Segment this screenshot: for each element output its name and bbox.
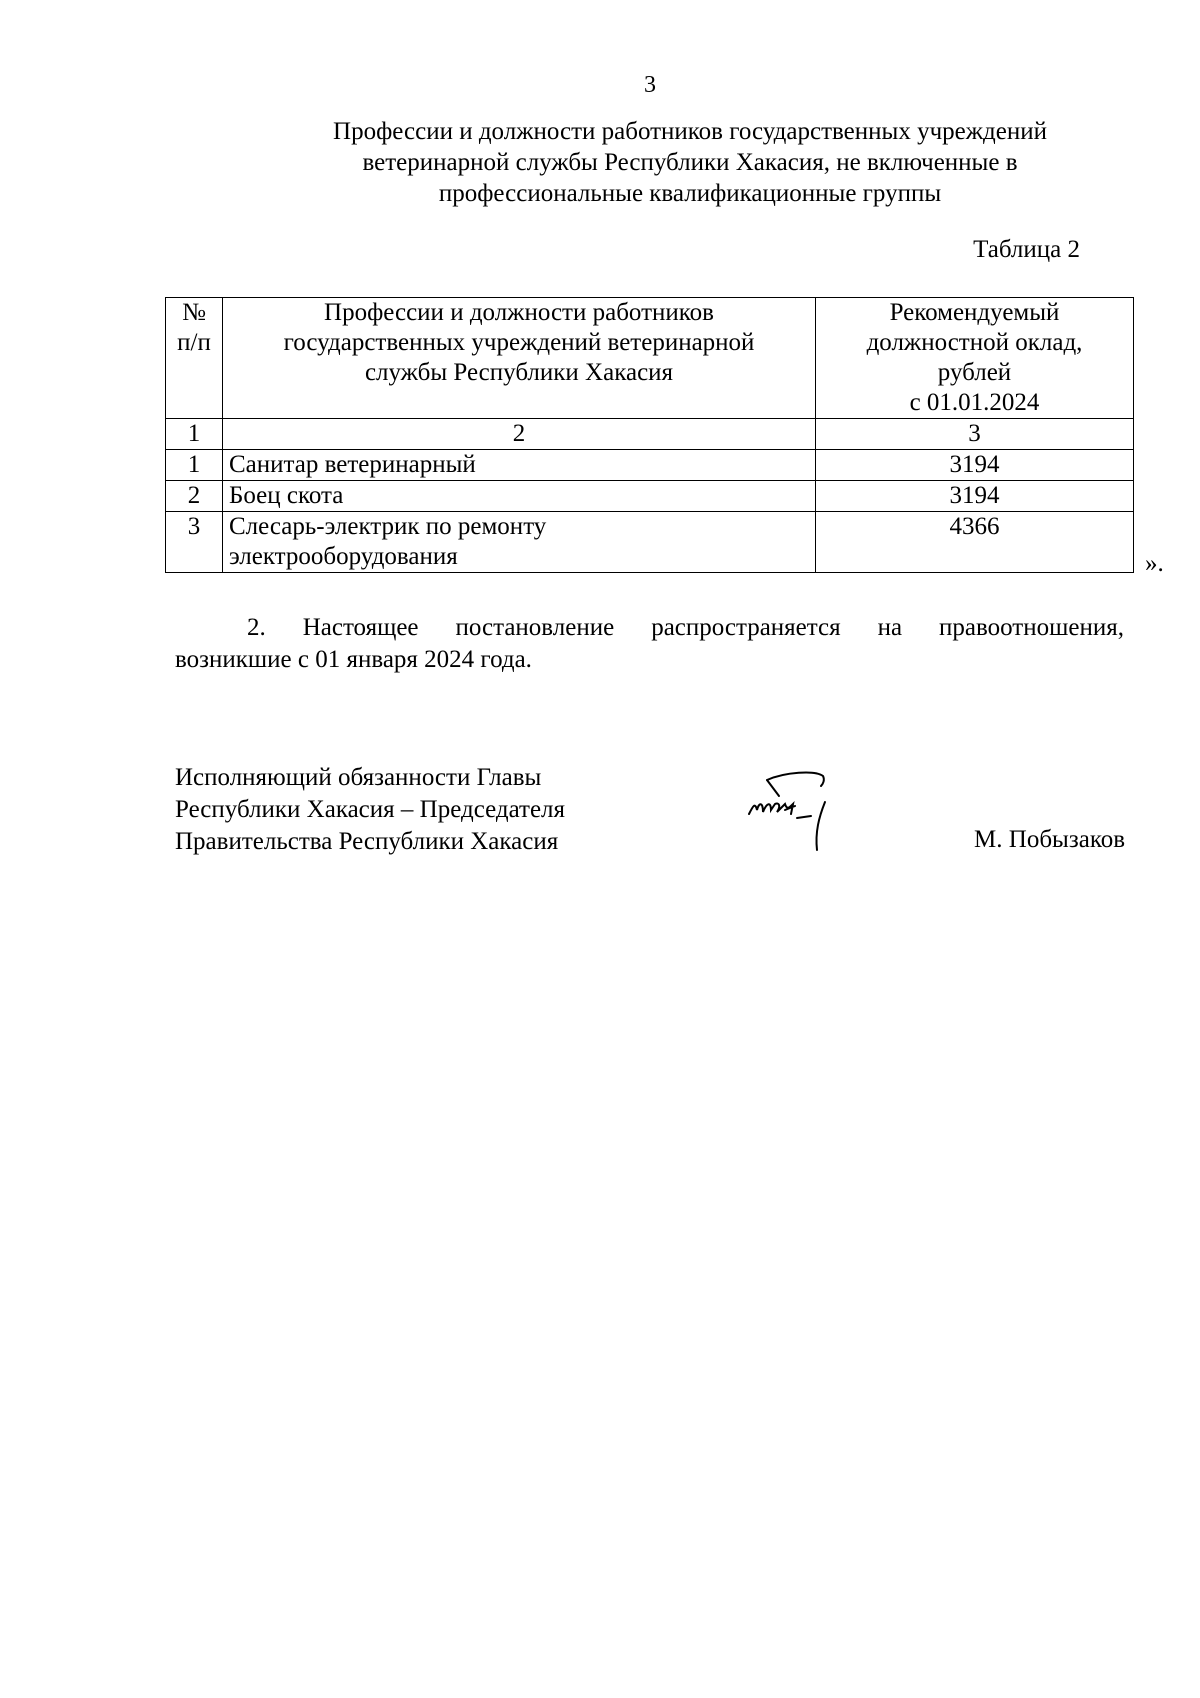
paragraph-word: постановление (455, 614, 615, 641)
paragraph-word: на (877, 614, 903, 641)
header-salary (816, 298, 1134, 419)
row-salary: 4366 (816, 512, 1134, 573)
header-salary-line: должностной оклад, (866, 329, 1083, 356)
row-name (223, 512, 816, 573)
signer-position-line: Республики Хакасия – Председателя (175, 796, 566, 823)
positions-table (165, 297, 1134, 573)
paragraph-word: Настоящее (302, 614, 419, 641)
paragraph-line-2: возникшие с 01 января 2024 года. (175, 646, 532, 673)
table-label: Таблица 2 (973, 236, 1080, 263)
header-name-line: службы Республики Хакасия (364, 359, 674, 386)
table-row (166, 481, 1134, 512)
row-name-line: Слесарь-электрик по ремонту (229, 513, 547, 540)
header-num (166, 298, 223, 419)
paragraph-2 (175, 612, 1124, 676)
closing-quote: ». (1145, 550, 1164, 577)
paragraph-word: правоотношения, (939, 614, 1124, 641)
row-name: Боец скота (223, 481, 816, 512)
header-name-line: Профессии и должности работников (324, 299, 714, 326)
table-row (166, 512, 1134, 573)
header-salary-line: с 01.01.2024 (909, 389, 1040, 416)
column-number: 1 (166, 419, 223, 450)
row-name: Санитар ветеринарный (223, 450, 816, 481)
header-salary-line: Рекомендуемый (889, 299, 1060, 326)
row-num: 1 (166, 450, 223, 481)
header-name-line: государственных учреждений ветеринарной (283, 329, 755, 356)
handwritten-signature (745, 762, 865, 882)
header-name (223, 298, 816, 419)
document-title (290, 116, 1090, 209)
row-num: 3 (166, 512, 223, 573)
column-number: 3 (816, 419, 1134, 450)
title-line: Профессии и должности работников государственных учреждений (333, 118, 1047, 145)
signer-position-line: Исполняющий обязанности Главы (175, 764, 542, 791)
column-number: 2 (223, 419, 816, 450)
page-number: 3 (644, 72, 656, 98)
header-salary-line: рублей (937, 359, 1012, 386)
signer-position-line: Правительства Республики Хакасия (175, 828, 559, 855)
row-num: 2 (166, 481, 223, 512)
row-salary: 3194 (816, 450, 1134, 481)
header-num-line: № (182, 299, 206, 326)
row-salary: 3194 (816, 481, 1134, 512)
paragraph-word: распространяется (651, 614, 841, 641)
title-line: профессиональные квалификационные группы (438, 180, 942, 207)
title-line: ветеринарной службы Республики Хакасия, не включенные в (362, 149, 1018, 176)
column-number-row (166, 419, 1134, 450)
signer-name: М. Побызаков (974, 826, 1125, 853)
table-header-row (166, 298, 1134, 419)
paragraph-line-1 (175, 612, 1124, 644)
table-row (166, 450, 1134, 481)
signer-position (175, 762, 565, 858)
header-num-line: п/п (177, 329, 211, 356)
row-name-line: электрооборудования (229, 543, 458, 570)
paragraph-word: 2. (247, 614, 266, 641)
